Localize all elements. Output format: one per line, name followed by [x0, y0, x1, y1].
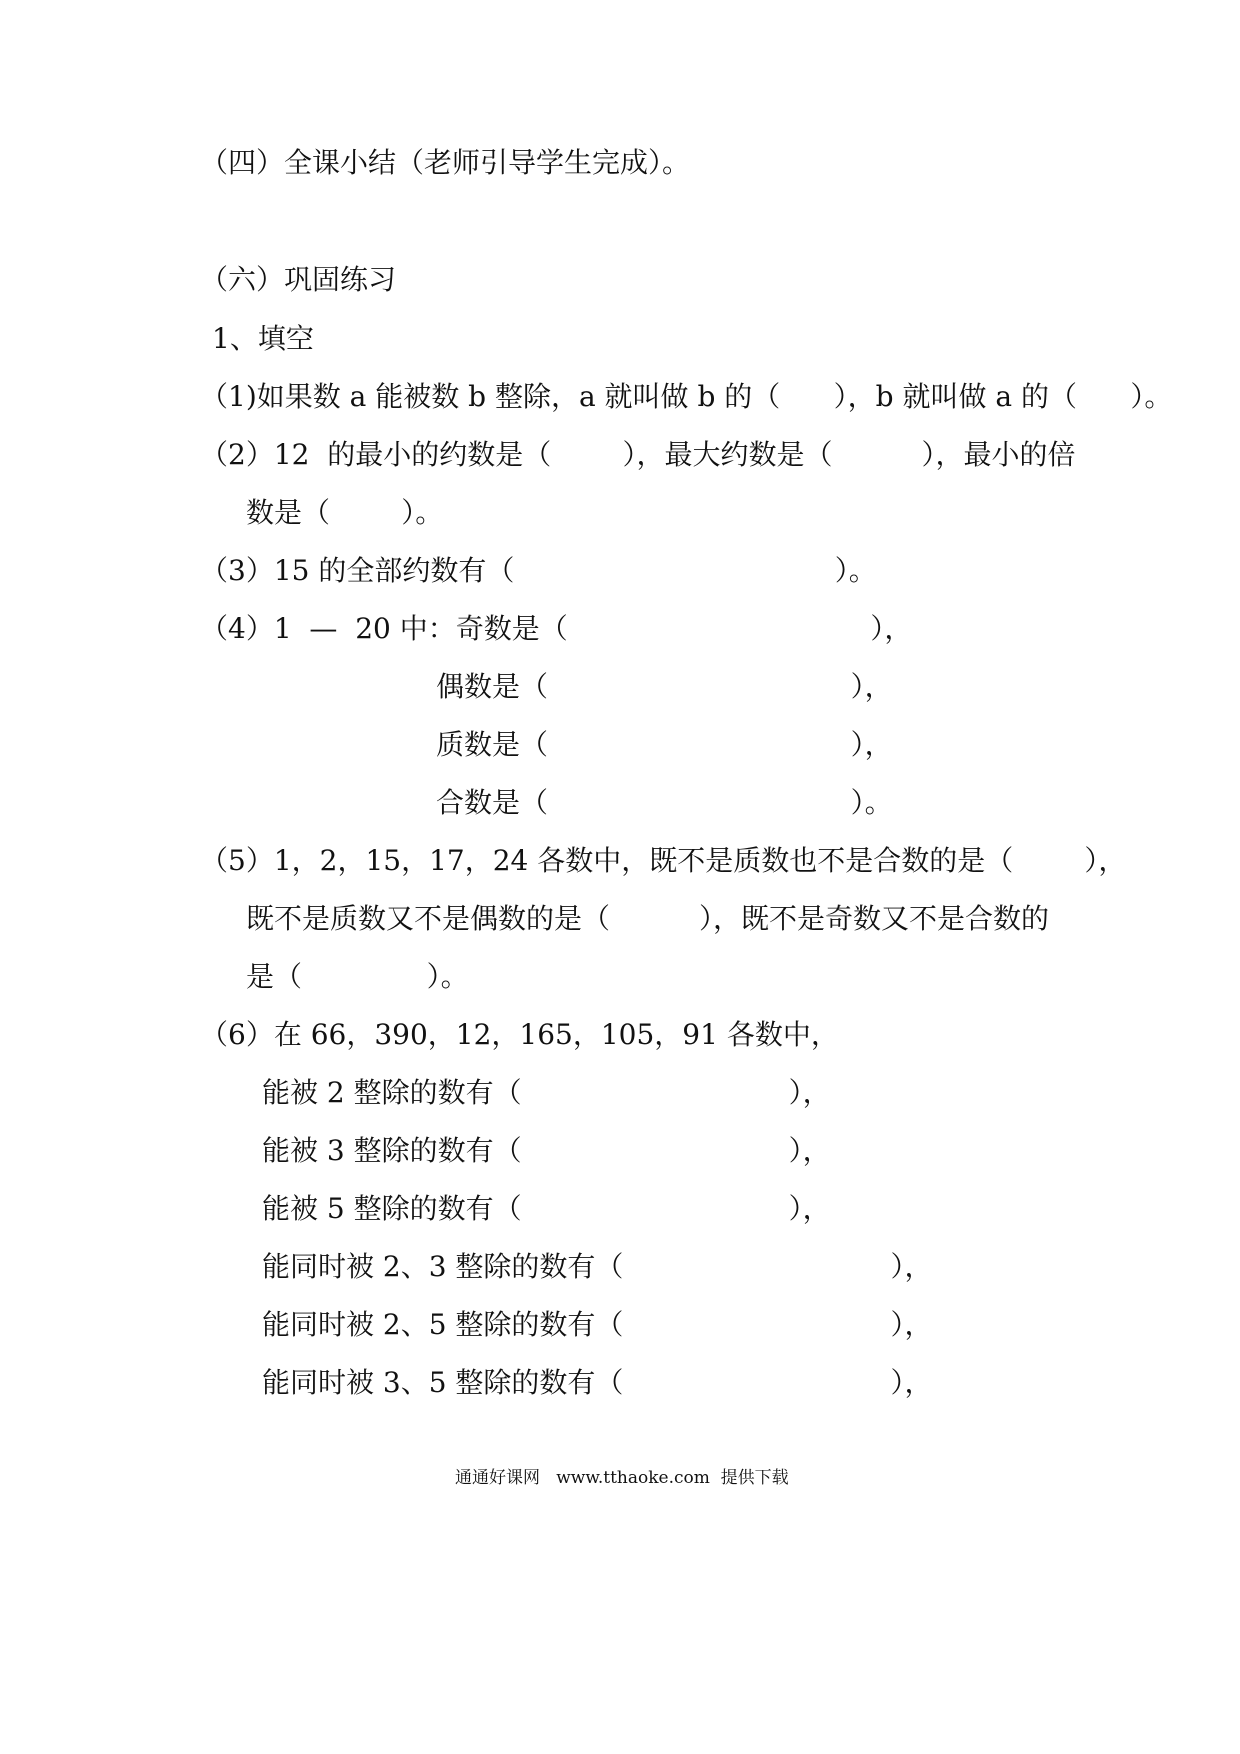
question-4-prime: 质数是（ ），: [436, 728, 893, 761]
section-heading-practice: （六）巩固练习: [200, 263, 397, 296]
page-footer: 通通好课网 www.tthaoke.com 提供下载: [455, 1468, 789, 1488]
question-5-line-1: （5）1，2，15，17，24 各数中，既不是质数也不是合数的是（ ），: [200, 844, 1127, 877]
question-5-line-2: 既不是质数又不是偶数的是（ ），既不是奇数又不是合数的: [246, 902, 1050, 935]
question-6-item-2: 能被 3 整除的数有（ ），: [262, 1134, 831, 1167]
question-6-item-6: 能同时被 3、5 整除的数有（ ），: [262, 1366, 933, 1399]
section-heading-summary: （四）全课小结（老师引导学生完成）。: [200, 146, 691, 179]
question-6-item-4: 能同时被 2、3 整除的数有（ ），: [262, 1250, 933, 1283]
question-6-item-5: 能同时被 2、5 整除的数有（ ），: [262, 1308, 933, 1341]
question-2-line-1: （2）12 的最小的约数是（ ），最大约数是（ ），最小的倍: [200, 438, 1076, 471]
question-6-item-1: 能被 2 整除的数有（ ），: [262, 1076, 831, 1109]
question-6-intro: （6）在 66，390，12，165，105，91 各数中，: [200, 1018, 839, 1051]
question-3: （3）15 的全部约数有（ ）。: [200, 554, 877, 587]
question-heading-fill-blank: 1、填空: [212, 322, 314, 355]
question-4-even: 偶数是（ ），: [436, 670, 893, 703]
question-4-odd: （4）1 — 20 中：奇数是（ ），: [200, 612, 913, 645]
question-6-item-3: 能被 5 整除的数有（ ），: [262, 1192, 831, 1225]
question-2-line-2: 数是（ ）。: [246, 496, 444, 529]
question-5-line-3: 是（ ）。: [246, 960, 469, 993]
question-4-composite: 合数是（ ）。: [436, 786, 893, 819]
question-1: （1)如果数 a 能被数 b 整除，a 就叫做 b 的（ ），b 就叫做 a 的（ ）。: [200, 380, 1173, 413]
